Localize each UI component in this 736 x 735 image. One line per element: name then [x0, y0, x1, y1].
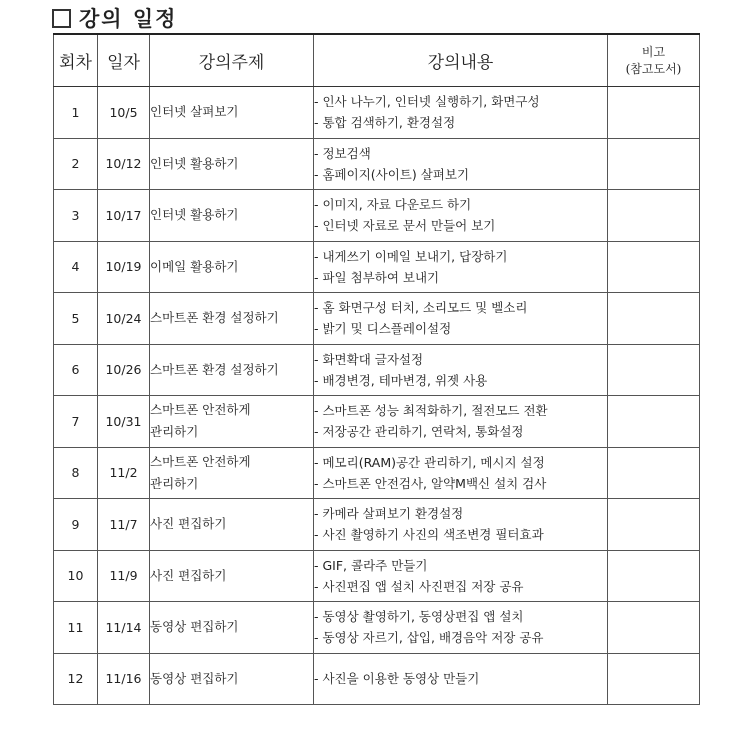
table-row	[54, 138, 700, 190]
content-line: - 동영상 촬영하기, 동영상편집 앱 설치	[314, 609, 524, 625]
session-note	[608, 344, 700, 396]
session-date: 10/5	[98, 87, 150, 139]
checkbox-square-icon	[52, 9, 71, 28]
session-date: 10/31	[98, 396, 150, 448]
session-date: 11/7	[98, 499, 150, 551]
content-line: - 동영상 자르기, 삽입, 배경음악 저장 공유	[314, 630, 544, 646]
header-note-line1: 비고	[641, 44, 666, 59]
header-date: 일자	[98, 34, 150, 87]
content-line: - 사진편집 앱 설치 사진편집 저장 공유	[314, 578, 524, 594]
content-line: - 내게쓰기 이메일 보내기, 답장하기	[314, 248, 508, 264]
session-topic	[150, 396, 314, 448]
session-note	[608, 396, 700, 448]
topic-line: 관리하기	[150, 424, 199, 440]
session-number: 8	[54, 447, 98, 499]
session-note	[608, 499, 700, 551]
topic-line: 인터넷 활용하기	[150, 155, 239, 171]
table-row	[54, 241, 700, 293]
session-number: 3	[54, 190, 98, 242]
session-number: 11	[54, 602, 98, 654]
topic-line: 스마트폰 환경 설정하기	[150, 361, 279, 377]
topic-line: 인터넷 살펴보기	[150, 104, 239, 120]
topic-line: 사진 편집하기	[150, 567, 227, 583]
content-line: - 파일 첨부하여 보내기	[314, 269, 440, 285]
session-date: 10/17	[98, 190, 150, 242]
content-line: - 인사 나누기, 인터넷 실행하기, 화면구성	[314, 94, 540, 110]
session-content	[314, 138, 608, 190]
table-row	[54, 293, 700, 345]
topic-line: 동영상 편집하기	[150, 670, 239, 686]
table-header-row	[54, 34, 700, 87]
session-note	[608, 241, 700, 293]
session-topic	[150, 138, 314, 190]
session-note	[608, 293, 700, 345]
session-content	[314, 87, 608, 139]
content-line: - 홈페이지(사이트) 살펴보기	[314, 166, 470, 182]
content-line: - 스마트폰 안전검사, 알약M백신 설치 검사	[314, 475, 547, 491]
session-note	[608, 190, 700, 242]
session-content	[314, 602, 608, 654]
content-line: - 밝기 및 디스플레이설정	[314, 321, 452, 337]
session-topic	[150, 87, 314, 139]
content-line: - 홈 화면구성 터치, 소리모드 및 벨소리	[314, 300, 528, 316]
content-line: - 화면확대 글자설정	[314, 351, 424, 367]
content-line: - GIF, 콜라주 만들기	[314, 557, 428, 573]
session-date: 11/2	[98, 447, 150, 499]
session-topic	[150, 602, 314, 654]
session-topic	[150, 447, 314, 499]
table-row	[54, 550, 700, 602]
content-line: - 저장공간 관리하기, 연락처, 통화설정	[314, 424, 524, 440]
session-content	[314, 241, 608, 293]
session-content	[314, 190, 608, 242]
session-number: 6	[54, 344, 98, 396]
session-topic	[150, 653, 314, 705]
table-row	[54, 87, 700, 139]
session-date: 10/19	[98, 241, 150, 293]
session-content	[314, 293, 608, 345]
topic-line: 스마트폰 환경 설정하기	[150, 310, 279, 326]
topic-line: 스마트폰 안전하게	[150, 402, 251, 418]
content-line: - 통합 검색하기, 환경설정	[314, 115, 456, 131]
topic-line: 인터넷 활용하기	[150, 207, 239, 223]
content-line: - 배경변경, 테마변경, 위젯 사용	[314, 372, 488, 388]
session-content	[314, 344, 608, 396]
section-heading	[52, 6, 177, 30]
session-topic	[150, 241, 314, 293]
session-date: 11/9	[98, 550, 150, 602]
session-note	[608, 447, 700, 499]
header-topic: 강의주제	[150, 34, 314, 87]
content-line: - 사진을 이용한 동영상 만들기	[314, 671, 480, 687]
session-content	[314, 550, 608, 602]
session-topic	[150, 550, 314, 602]
session-date: 11/14	[98, 602, 150, 654]
header-note-line2: (참고도서)	[625, 61, 682, 76]
header-content: 강의내용	[314, 34, 608, 87]
session-number: 12	[54, 653, 98, 705]
content-line: - 인터넷 자료로 문서 만들어 보기	[314, 218, 496, 234]
session-content	[314, 653, 608, 705]
table-body	[54, 87, 700, 705]
content-line: - 사진 촬영하기 사진의 색조변경 필터효과	[314, 527, 544, 543]
session-note	[608, 138, 700, 190]
header-note	[608, 34, 700, 87]
session-number: 5	[54, 293, 98, 345]
session-note	[608, 653, 700, 705]
session-date: 11/16	[98, 653, 150, 705]
table-row	[54, 447, 700, 499]
session-date: 10/26	[98, 344, 150, 396]
session-number: 10	[54, 550, 98, 602]
topic-line: 사진 편집하기	[150, 516, 227, 532]
table-row	[54, 344, 700, 396]
session-content	[314, 396, 608, 448]
session-content	[314, 499, 608, 551]
table-row	[54, 396, 700, 448]
session-topic	[150, 293, 314, 345]
table-row	[54, 653, 700, 705]
session-topic	[150, 190, 314, 242]
session-topic	[150, 344, 314, 396]
session-number: 4	[54, 241, 98, 293]
topic-line: 이메일 활용하기	[150, 258, 239, 274]
session-date: 10/12	[98, 138, 150, 190]
content-line: - 이미지, 자료 다운로드 하기	[314, 197, 472, 213]
content-line: - 정보검색	[314, 145, 371, 161]
content-line: - 스마트폰 성능 최적화하기, 절전모드 전환	[314, 403, 548, 419]
session-number: 9	[54, 499, 98, 551]
session-note	[608, 550, 700, 602]
topic-line: 관리하기	[150, 475, 199, 491]
topic-line: 동영상 편집하기	[150, 619, 239, 635]
session-number: 1	[54, 87, 98, 139]
session-date: 10/24	[98, 293, 150, 345]
schedule-table	[53, 33, 700, 705]
topic-line: 스마트폰 안전하게	[150, 453, 251, 469]
table-row	[54, 602, 700, 654]
content-line: - 카메라 살펴보기 환경설정	[314, 506, 464, 522]
header-session: 회차	[54, 34, 98, 87]
content-line: - 메모리(RAM)공간 관리하기, 메시지 설정	[314, 454, 545, 470]
session-content	[314, 447, 608, 499]
section-title: 강의 일정	[79, 6, 178, 31]
session-topic	[150, 499, 314, 551]
session-number: 7	[54, 396, 98, 448]
session-note	[608, 87, 700, 139]
table-row	[54, 190, 700, 242]
session-note	[608, 602, 700, 654]
table-row	[54, 499, 700, 551]
session-number: 2	[54, 138, 98, 190]
